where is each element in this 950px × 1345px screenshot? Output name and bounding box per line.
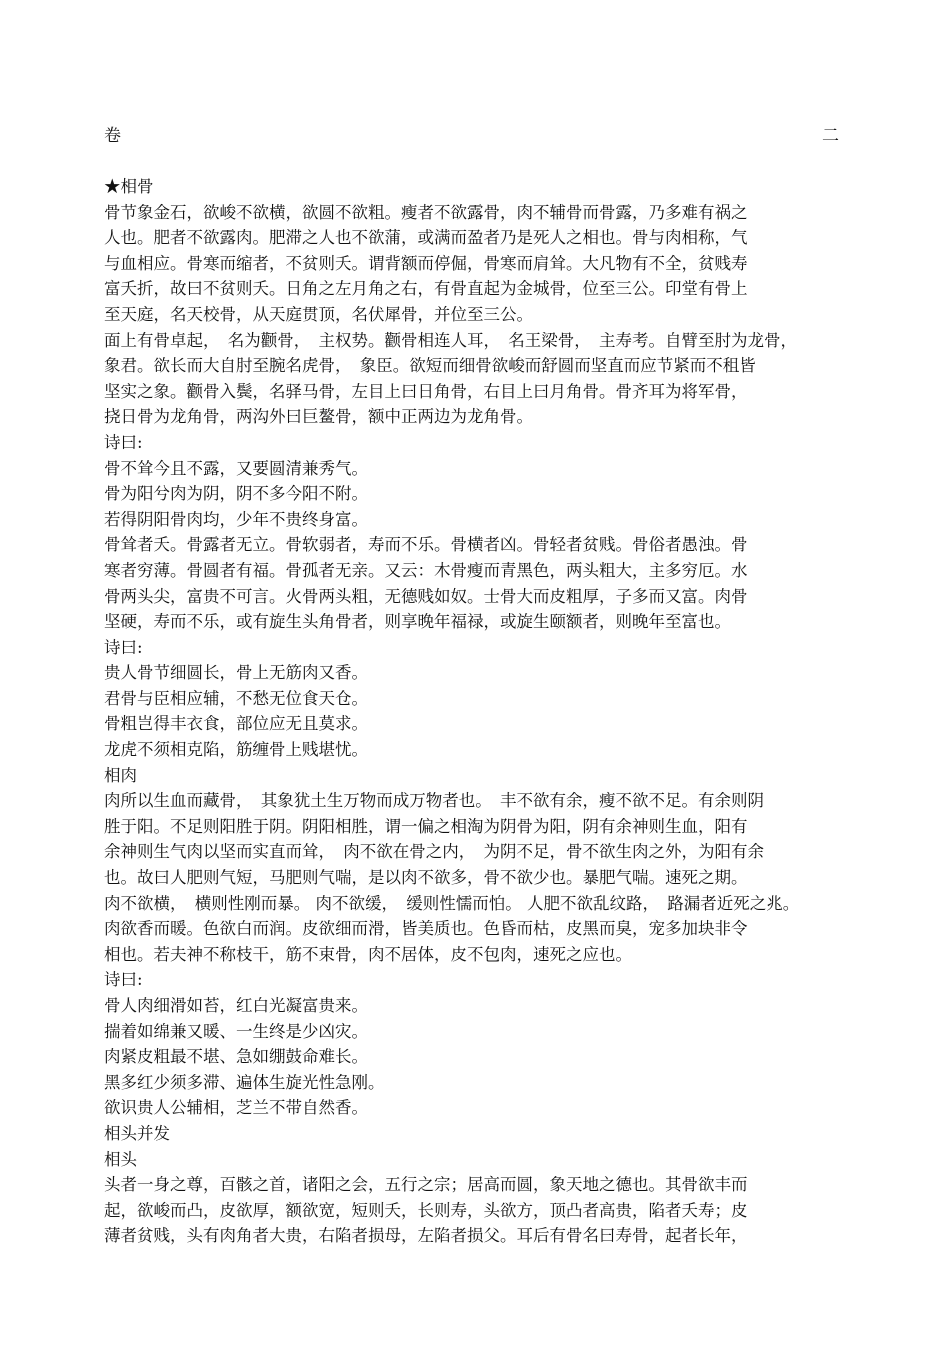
text-line: 富夭折，故曰不贫则夭。日角之左月角之右，有骨直起为金城骨，位至三公。印堂有骨上 [104, 279, 748, 299]
text-line: 坚硬，寿而不乐，或有旋生头角骨者，则享晚年福禄，或旋生颐额者，则晚年至富也。 [104, 612, 731, 632]
text-line: 起，欲峻而凸，皮欲厚，额欲宽，短则夭，长则寿，头欲方，顶凸者高贵，陷者夭寿；皮 [104, 1200, 748, 1220]
poem-line: 揣着如绵兼又暖、一生终是少凶灾。 [104, 1021, 368, 1041]
poem-line: 骨粗岂得丰衣食，部位应无且莫求。 [104, 714, 368, 734]
poem-heading: 诗曰: [104, 637, 143, 657]
poem-line: 若得阴阳骨肉均，少年不贵终身富。 [104, 509, 368, 529]
text-line: 余神则生气肉以坚而实直而耸， 肉不欲在骨之内， 为阴不足，骨不欲生肉之外，为阳有余 [104, 842, 764, 862]
text-line: 肉欲香而暖。色欲白而润。皮欲细而滑，皆美质也。色昏而枯，皮黑而臭，宠多加块非令 [104, 919, 748, 939]
document-body [104, 174, 844, 1249]
section-heading: 相肉 [104, 765, 137, 785]
header-volume-label: 卷 [104, 126, 121, 146]
poem-line: 黑多红少须多滞、遍体生旋光性急刚。 [104, 1072, 385, 1092]
text-line: 坚实之象。颧骨入鬓，名驿马骨，左目上曰日角骨，右目上曰月角骨。骨齐耳为将军骨， [104, 381, 748, 401]
text-line: 肉所以生血而藏骨， 其象犹土生万物而成万物者也。 丰不欲有余，瘦不欲不足。有余则阴 [104, 791, 764, 811]
text-line: 相也。若夫神不称枝干，筋不束骨，肉不居体，皮不包肉，速死之应也。 [104, 944, 632, 964]
text-line: 骨耸者夭。骨露者无立。骨软弱者，寿而不乐。骨横者凶。骨轻者贫贱。骨俗者愚浊。骨 [104, 535, 748, 555]
poem-heading: 诗曰: [104, 970, 143, 990]
text-line: 肉不欲横， 横则性刚而暴。 肉不欲缓， 缓则性懦而怕。 人肥不欲乱纹路， 路漏者近死之兆。 [104, 893, 800, 913]
text-line: 也。故曰人肥则气短，马肥则气喘，是以肉不欲多，骨不欲少也。暴肥气喘。速死之期。 [104, 868, 748, 888]
header-volume-number: 二 [822, 126, 839, 146]
poem-line: 贵人骨节细圆长，骨上无筋肉又香。 [104, 663, 368, 683]
poem-line: 骨人肉细滑如苔，红白光凝富贵来。 [104, 996, 368, 1015]
text-line: 头者一身之尊，百骸之首，诸阳之会，五行之宗；居高而圆，象天地之德也。其骨欲丰而 [104, 1175, 748, 1195]
text-line: 胜于阳。不足则阳胜于阴。阴阳相胜，谓一偏之相淘为阴骨为阳，阴有余神则生血，阳有 [104, 816, 748, 836]
poem-line: 君骨与臣相应辅，不愁无位食天仓。 [104, 688, 368, 708]
poem-line: 肉紧皮粗最不堪、急如绷鼓命难长。 [104, 1047, 368, 1067]
text-line: 人也。肥者不欲露肉。肥滞之人也不欲蒲，或满而盈者乃是死人之相也。骨与肉相称，气 [104, 228, 748, 248]
text-line: 挠日骨为龙角骨，两沟外曰巨鳌骨，额中正两边为龙角骨。 [104, 407, 533, 427]
text-line: 面上有骨卓起， 名为颧骨， 主权势。颧骨相连人耳， 名王梁骨， 主寿考。自臂至肘为龙骨， [104, 330, 797, 350]
text-line: 与血相应。骨寒而缩者，不贫则夭。谓背额而停倔，骨寒而肩耸。大凡物有不全，贫贱寿 [104, 253, 748, 273]
section-heading: 相头并发 [104, 1123, 170, 1143]
text-line: 骨两头尖，富贵不可言。火骨两头粗，无德贱如奴。士骨大而皮粗厚，子多而又富。肉骨 [104, 586, 748, 606]
poem-line: 骨为阳兮肉为阴，阴不多今阳不附。 [104, 484, 368, 504]
poem-line: 龙虎不须相克陷，筋缠骨上贱堪忧。 [104, 740, 368, 760]
poem-heading: 诗曰: [104, 432, 143, 452]
text-line: 象君。欲长而大自肘至腕名虎骨， 象臣。欲短而细骨欲峻而舒圆而坚直而应节紧而不租皆 [104, 356, 756, 376]
text-line: 至天庭，名天校骨，从天庭贯顶，名伏犀骨，并位至三公。 [104, 304, 533, 324]
poem-line: 欲识贵人公辅相，芝兰不带自然香。 [104, 1098, 368, 1118]
subsection-heading: 相头 [104, 1149, 137, 1169]
poem-line: 骨不耸今且不露，又要圆清兼秀气。 [104, 458, 368, 478]
text-line: 寒者穷薄。骨圆者有福。骨孤者无亲。又云：木骨瘦而青黑色，两头粗大，主多穷厄。水 [104, 560, 748, 580]
text-line: 骨节象金石，欲峻不欲横，欲圆不欲粗。瘦者不欲露骨，肉不辅骨而骨露，乃多难有祸之 [104, 202, 748, 222]
text-line: 薄者贫贱，头有肉角者大贵，右陷者损母，左陷者损父。耳后有骨名曰寿骨，起者长年， [104, 1226, 748, 1246]
section-heading: ★相骨 [104, 177, 154, 196]
